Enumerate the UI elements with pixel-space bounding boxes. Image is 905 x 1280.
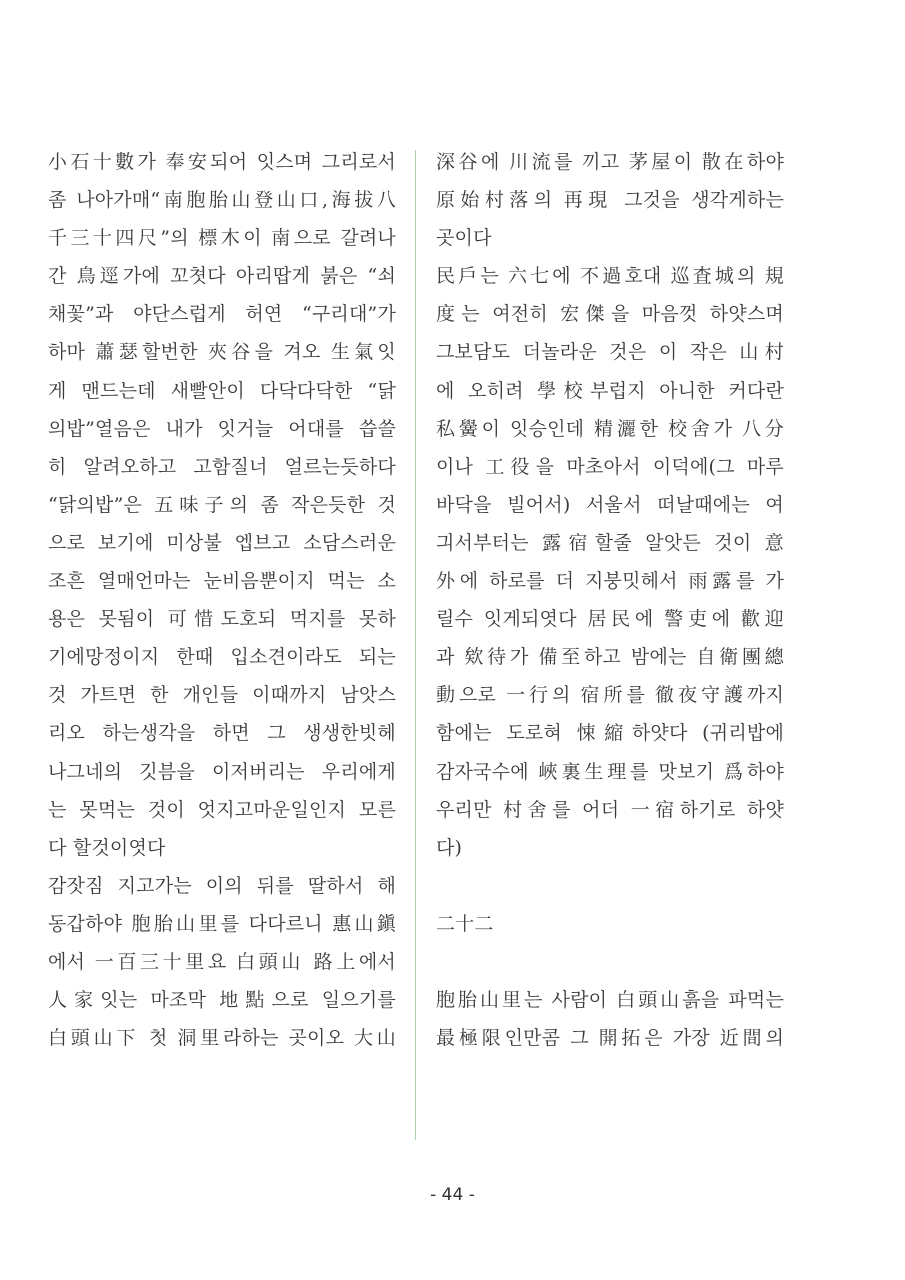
text-line: 다) — [436, 836, 463, 859]
column-divider — [415, 150, 416, 1140]
text-line: 最極限인만콤 그 開拓은 가장 近間의 — [436, 1027, 784, 1050]
text-line: 度는 여전히 宏傑을 마음껏 하얏스며 — [436, 303, 784, 326]
text-line: 것 가트면 한 개인들 이때까지 남앗스 — [48, 684, 396, 707]
section-heading: 二十二 — [436, 912, 494, 935]
text-line: 胞胎山里는 사람이 白頭山흙을 파먹는 — [436, 989, 784, 1012]
text-line: 이나 工役을 마초아서 이덕에(그 마루 — [436, 455, 784, 478]
left-text-column — [48, 143, 396, 1057]
page-number: - 44 - — [430, 1185, 475, 1205]
text-line: 原始村落의 再現 그것을 생각게하는 — [436, 189, 784, 212]
text-line: 용은 못됨이 可惜도호되 먹지를 못하 — [48, 608, 396, 631]
text-line: 外에 하로를 더 지붕밋헤서 雨露를 가 — [436, 570, 784, 593]
text-line: 千三十四尺”의 標木이 南으로 갈려나 — [48, 227, 396, 250]
text-line: 小石十數가 奉安되어 잇스며 그리로서 — [48, 151, 396, 173]
text-line: 좀 나아가매“南胞胎山登山口,海拔八 — [48, 189, 396, 212]
text-line: 으로 보기에 미상불 엡브고 소담스러운 — [48, 531, 396, 554]
text-line: 바닥을 빌어서) 서울서 떠날때에는 여 — [436, 493, 784, 516]
text-line: 과 欸待가 備至하고 밤에는 自衛團總 — [436, 646, 784, 669]
text-line: 民戶는 六七에 不過호대 巡査城의 規 — [436, 265, 784, 288]
text-line: 動으로 一行의 宿所를 徹夜守護까지 — [436, 684, 784, 707]
text-line: 人家잇는 마조막 地點으로 일으기를 — [48, 989, 396, 1012]
text-line: 에 오히려 學校부럽지 아니한 커다란 — [436, 379, 784, 402]
text-line: 감잣짐 지고가는 이의 뒤를 딸하서 해 — [48, 874, 396, 897]
text-line: 긔서부터는 露宿할줄 알앗든 것이 意 — [436, 531, 784, 554]
text-line: 나그네의 깃븜을 이저버리는 우리에게 — [48, 760, 396, 783]
blank-line — [436, 943, 784, 981]
blank-line — [436, 867, 784, 905]
text-line: 히 알려오하고 고함질너 얼르는듯하다 — [48, 455, 396, 478]
text-line: 채꽃”과 야단스럽게 허연 “구리대”가 — [48, 303, 396, 326]
text-line: 곳이다 — [436, 227, 492, 250]
text-line: 우리만 村舍를 어더 一宿하기로 하얏 — [436, 798, 784, 821]
text-line: 에서 一百三十里요 白頭山 路上에서 — [48, 950, 396, 973]
text-line: 게 맨드는데 새빨안이 다닥다닥한 “닭 — [48, 379, 396, 402]
text-line: 의밥”열음은 내가 잇거늘 어대를 씁쓸 — [48, 417, 396, 440]
text-line: 는 못먹는 것이 엇지고마운일인지 모른 — [48, 798, 396, 821]
text-line: 그보담도 더놀라운 것은 이 작은 山村 — [436, 341, 784, 364]
right-text-column — [436, 143, 784, 1057]
text-line: 기에망정이지 한때 입소견이라도 되는 — [48, 646, 396, 669]
text-line: 白頭山下 첫 洞里라하는 곳이오 大山 — [48, 1027, 396, 1050]
text-line: 간 鳥逕가에 꼬쳣다 아리땁게 붉은 “쇠 — [48, 265, 396, 288]
text-line: 하마 蕭瑟할번한 夾谷을 겨오 生氣잇 — [48, 341, 396, 364]
text-line: 深谷에 川流를 끼고 茅屋이 散在하야 — [436, 151, 784, 173]
text-line: 동갑하야 胞胎山里를 다다르니 惠山鎭 — [48, 912, 396, 935]
text-line: 조흔 열매언마는 눈비음뿐이지 먹는 소 — [48, 570, 396, 593]
text-line: “닭의밥”은 五味子의 좀 작은듯한 것 — [48, 493, 396, 516]
text-line: 다 할것이엿다 — [48, 836, 166, 859]
text-line: 감자국수에 峽裏生理를 맛보기 爲하야 — [436, 760, 784, 783]
text-line: 릴수 잇게되엿다 居民에 警吏에 歡迎 — [436, 608, 784, 631]
text-line: 리오 하는생각을 하면 그 생생한빗헤 — [48, 722, 396, 745]
text-line: 함에는 도로혀 悚縮하얏다 (귀리밥에 — [436, 722, 784, 745]
text-line: 私黌이 잇승인데 精灑한 校舍가 八分 — [436, 417, 784, 440]
